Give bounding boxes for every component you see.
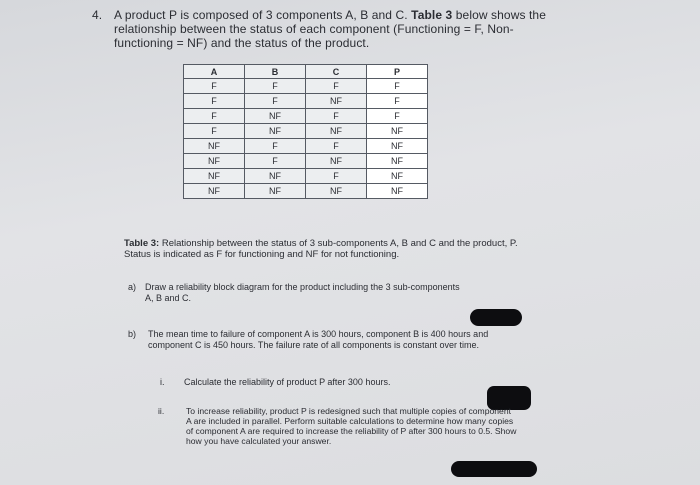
header-p: P	[367, 65, 428, 79]
header-c: C	[306, 65, 367, 79]
table-cell: F	[306, 79, 367, 94]
table-cell: NF	[306, 184, 367, 199]
table-row	[184, 79, 428, 94]
table-row	[184, 124, 428, 139]
table-cell: NF	[306, 124, 367, 139]
table-reference: Table 3	[411, 8, 453, 22]
part-b-ii-text: To increase reliability, product P is redesigned such that multiple copies of component A are included in parallel. Perform suitable calculations to determine how many copies of component A are required to increase the reliability of P after 300 hours to 0.5. Show how you have calculated your answer.	[186, 406, 517, 446]
part-a-label: a)	[128, 282, 137, 292]
table-header-row	[184, 65, 428, 79]
table-row	[184, 184, 428, 199]
table-cell: F	[245, 79, 306, 94]
table-cell: NF	[184, 154, 245, 169]
part-b-i-text: Calculate the reliability of product P after 300 hours.	[184, 377, 391, 387]
table-cell: NF	[306, 154, 367, 169]
redaction-mark	[451, 461, 537, 477]
table-cell: F	[245, 94, 306, 109]
caption-text: Relationship between the status of 3 sub-components A, B and C and the product, P. Status is indicated as F for functioning and NF for not functioning.	[124, 238, 518, 260]
table-cell: F	[306, 139, 367, 154]
table-caption	[124, 238, 534, 260]
table-cell: F	[306, 109, 367, 124]
table-cell: NF	[184, 139, 245, 154]
table-cell: NF	[367, 124, 428, 139]
question-intro	[92, 8, 562, 50]
question-number: 4.	[92, 8, 103, 22]
question-text	[92, 8, 562, 50]
part-b-text: The mean time to failure of component A is 300 hours, component B is 400 hours and component C is 450 hours. The failure rate of all components is constant over time.	[148, 329, 489, 350]
intro-text-post: below shows the relationship between the status of each component (Functioning = F, Non-functioning = NF) and the status of the product.	[114, 8, 546, 50]
table-cell: NF	[367, 184, 428, 199]
redaction-mark	[470, 309, 522, 326]
caption-label: Table 3:	[124, 238, 160, 249]
table-cell: F	[306, 169, 367, 184]
part-b-label: b)	[128, 329, 137, 339]
table-cell: F	[367, 79, 428, 94]
table-cell: F	[184, 124, 245, 139]
intro-text-pre: A product P is composed of 3 components A, B and C.	[114, 8, 408, 22]
table-cell: NF	[367, 169, 428, 184]
header-a: A	[184, 65, 245, 79]
table-cell: F	[245, 139, 306, 154]
table-cell: F	[367, 94, 428, 109]
table-row	[184, 109, 428, 124]
table-row	[184, 154, 428, 169]
table-cell: NF	[367, 154, 428, 169]
table-cell: NF	[184, 169, 245, 184]
part-b-ii-label: ii.	[158, 406, 165, 416]
part-a-text: Draw a reliability block diagram for the product including the 3 sub-components A, B and C.	[145, 282, 460, 303]
part-b	[128, 329, 528, 350]
header-b: B	[245, 65, 306, 79]
table-cell: NF	[184, 184, 245, 199]
table-cell: NF	[245, 184, 306, 199]
part-a	[128, 282, 468, 303]
table-cell: NF	[245, 124, 306, 139]
table-cell: F	[367, 109, 428, 124]
part-b-i-label: i.	[160, 377, 165, 387]
table-row	[184, 139, 428, 154]
table-cell: F	[184, 109, 245, 124]
table-cell: NF	[367, 139, 428, 154]
table-cell: NF	[306, 94, 367, 109]
table-cell: F	[184, 79, 245, 94]
table-row	[184, 169, 428, 184]
table-cell: NF	[245, 109, 306, 124]
table-cell: F	[184, 94, 245, 109]
status-table	[183, 64, 428, 199]
table-cell: NF	[245, 169, 306, 184]
table-cell: F	[245, 154, 306, 169]
part-b-i	[160, 377, 480, 388]
table-row	[184, 94, 428, 109]
part-b-ii	[158, 406, 518, 446]
